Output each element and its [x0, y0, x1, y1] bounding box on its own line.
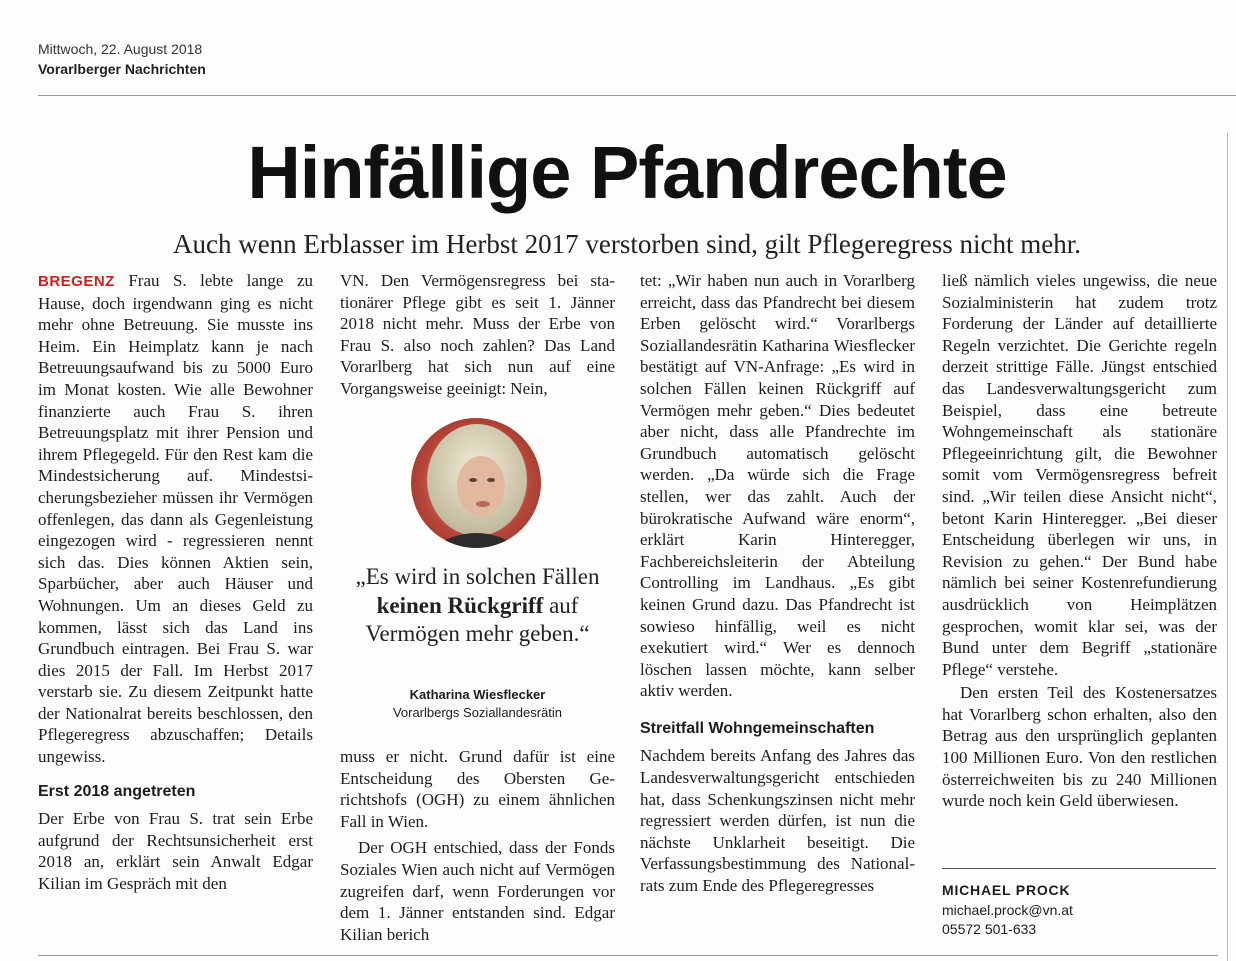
text-column-2-top: [340, 270, 615, 400]
author-email[interactable]: michael.prock@vn.at: [942, 902, 1073, 918]
paragraph: muss er nicht. Grund dafür ist eine Entscheidung des Obersten Gerichtshofs (OGH) zu einem ähnlichen Fall in Wien.: [340, 747, 615, 831]
article-headline: Hinfällige Pfandrechte: [247, 131, 1007, 214]
pull-quote: [340, 563, 615, 649]
article-subheadline: Auch wenn Erblasser im Herbst 2017 verstorben sind, gilt Pflegeregress nicht mehr.: [172, 229, 1082, 259]
portrait-photo: [411, 418, 541, 548]
quote-text: auf Vermögen mehr geben.“: [365, 592, 590, 646]
paragraph: tet: „Wir haben nun auch in Vorarlberg erreicht, dass das Pfandrecht bei diesem Erben gelöscht wird.“ Vorarlbergs Soziallandesrätin Katharina Wiesflecker bestätigt auf VN-Anfrage: „Es wird in solchen Fällen keinen Rückgriff auf Vermögen mehr geben.“ Dies bedeutet aber nicht, dass alle Pfandrechte im Grundbuch automatisch gelöscht werden. „Da würde sich die Frage stellen, wer das zahlt. Auch der bürokratische Aufwand wäre enorm“, erklärt Karin Hinteregger, Fachbereichsleiterin der Abteilung Controlling im Landhaus. „Es gibt keinen Grund dazu. Das Pfandrecht ist sowieso hinfällig, weil es nicht exekutiert wird.“ Wer es dennoch löschen lassen möchte, kann selber aktiv werden.: [640, 271, 915, 701]
paragraph-text: Frau S. lebte lange zu Hause, doch irgendwann ging es nicht mehr ohne Betreuung. Sie musste ins Heim. Ein Heimplatz kann je nach Betreuungsaufwand bis zu 5000 Euro im Monat kosten. Wie alle Bewohner finanzierte auch Frau S. ihren Betreuungsplatz mit ihrer Pension und ihrem Pflegegeld. Für den Rest kam die Mindestsicherung auf. Mindestsicherungsbezieher müssen ihr Vermögen offenlegen, das dann als Gegenleistung eingezogen wird - regressieren nennt sich das. Dies können Aktien sein, Sparbücher, aber auch Häuser und Wohnungen. Um an dieses Geld zu kommen, lässt sich das Land ins Grundbuch eintragen. Bei Frau S. war dies 2015 der Fall. Im Herbst 2017 verstarb sie. Zu diesem Zeitpunkt hatte der Nationalrat bereits beschlossen, den Pflegeregress abzuschaffen; Details ungewiss.: [38, 271, 314, 767]
section-subtitle: Streitfall Wohngemeinschaften: [640, 719, 875, 737]
author-divider: [942, 868, 1216, 869]
quote-emphasis: keinen Rückgriff: [376, 592, 544, 618]
text-column-3: [640, 270, 915, 897]
quote-text: „Es wird in solchen Fällen: [355, 564, 600, 589]
dateline-tag: BREGENZ: [38, 273, 115, 290]
newspaper-name: Vorarlberger Nachrichten: [38, 61, 206, 77]
top-divider: [38, 95, 1236, 96]
quote-author: Katharina Wiesflecker: [409, 687, 546, 702]
paragraph: Der OGH entschied, dass der Fonds Soziales Wien auch nicht auf Vermögen zugreifen darf, wenn Forderungen vor dem 1. Jänner entstanden sind. Edgar Kilian berich: [340, 838, 615, 944]
paragraph: Der Erbe von Frau S. trat sein Erbe aufgrund der Rechtsunsicherheit erst 2018 an, erklärt sein Anwalt Edgar Kilian im Gespräch mit den: [38, 809, 313, 894]
paragraph: ließ nämlich vieles ungewiss, die neue Sozialministerin hat zudem trotz Forderung der Länder auf detaillierte Regeln verzichtet. Die Gerichte regeln derzeit strittige Fälle. Jüngst entschied das Landesverwaltungsgericht zum Beispiel, dass eine betreute Wohngemeinschaft als stationäre Pflegeeinrichtung gilt, die Bewohner somit vom Vermögensregress befreit sind. „Wir teilen diese Ansicht nicht“, betont Karin Hinteregger. „Bei dieser Entscheidung überlegen wir uns, in Revision zu gehen.“ Der Bund habe nämlich bei seiner Kostenrefundierung ausdrücklich von Heimplätzen gesprochen, womit klar sei, was der Bund unter dem Begriff „stationäre Pflege“ verstehe.: [942, 271, 1217, 679]
author-name: MICHAEL PROCK: [942, 882, 1071, 898]
portrait-image: [411, 418, 541, 548]
quote-author-role: Vorarlbergs Soziallandesrätin: [392, 705, 563, 720]
text-column-2-bottom: [340, 746, 615, 945]
text-column-4: [942, 270, 1217, 812]
author-phone: 05572 501-633: [942, 921, 1037, 937]
paragraph: VN. Den Vermögensregress bei stationärer Pflege gibt es seit 1. Jänner 2018 nicht mehr. Muss der Erbe von Frau S. also noch zahlen? Das Land Vorarlberg hat sich nun auf eine Vorgangsweise geeinigt: Nein,: [340, 271, 615, 398]
paragraph: Nachdem bereits Anfang des Jahres das Landesverwaltungsgericht entschieden hat, dass Schenkungszinsen nicht mehr regressiert werden dürfen, ist nun die nächste Unklarheit beseitigt. Die Verfassungsbestimmung des Nationalrats zum Ende des Pflegeregresses: [640, 746, 915, 896]
section-subtitle: Erst 2018 angetreten: [38, 782, 196, 800]
publication-date: Mittwoch, 22. August 2018: [38, 41, 203, 57]
text-column-1: [38, 270, 313, 895]
bottom-divider: [38, 955, 1218, 956]
paragraph: [38, 270, 313, 768]
paragraph: Den ersten Teil des Kostenersatzes hat Vorarlberg schon erhalten, also den Betrag aus den ursprünglich geplanten 100 Millionen Euro. Von den restlichen österreichweiten bis zu 240 Millionen wurde noch kein Geld überwiesen.: [942, 683, 1217, 811]
